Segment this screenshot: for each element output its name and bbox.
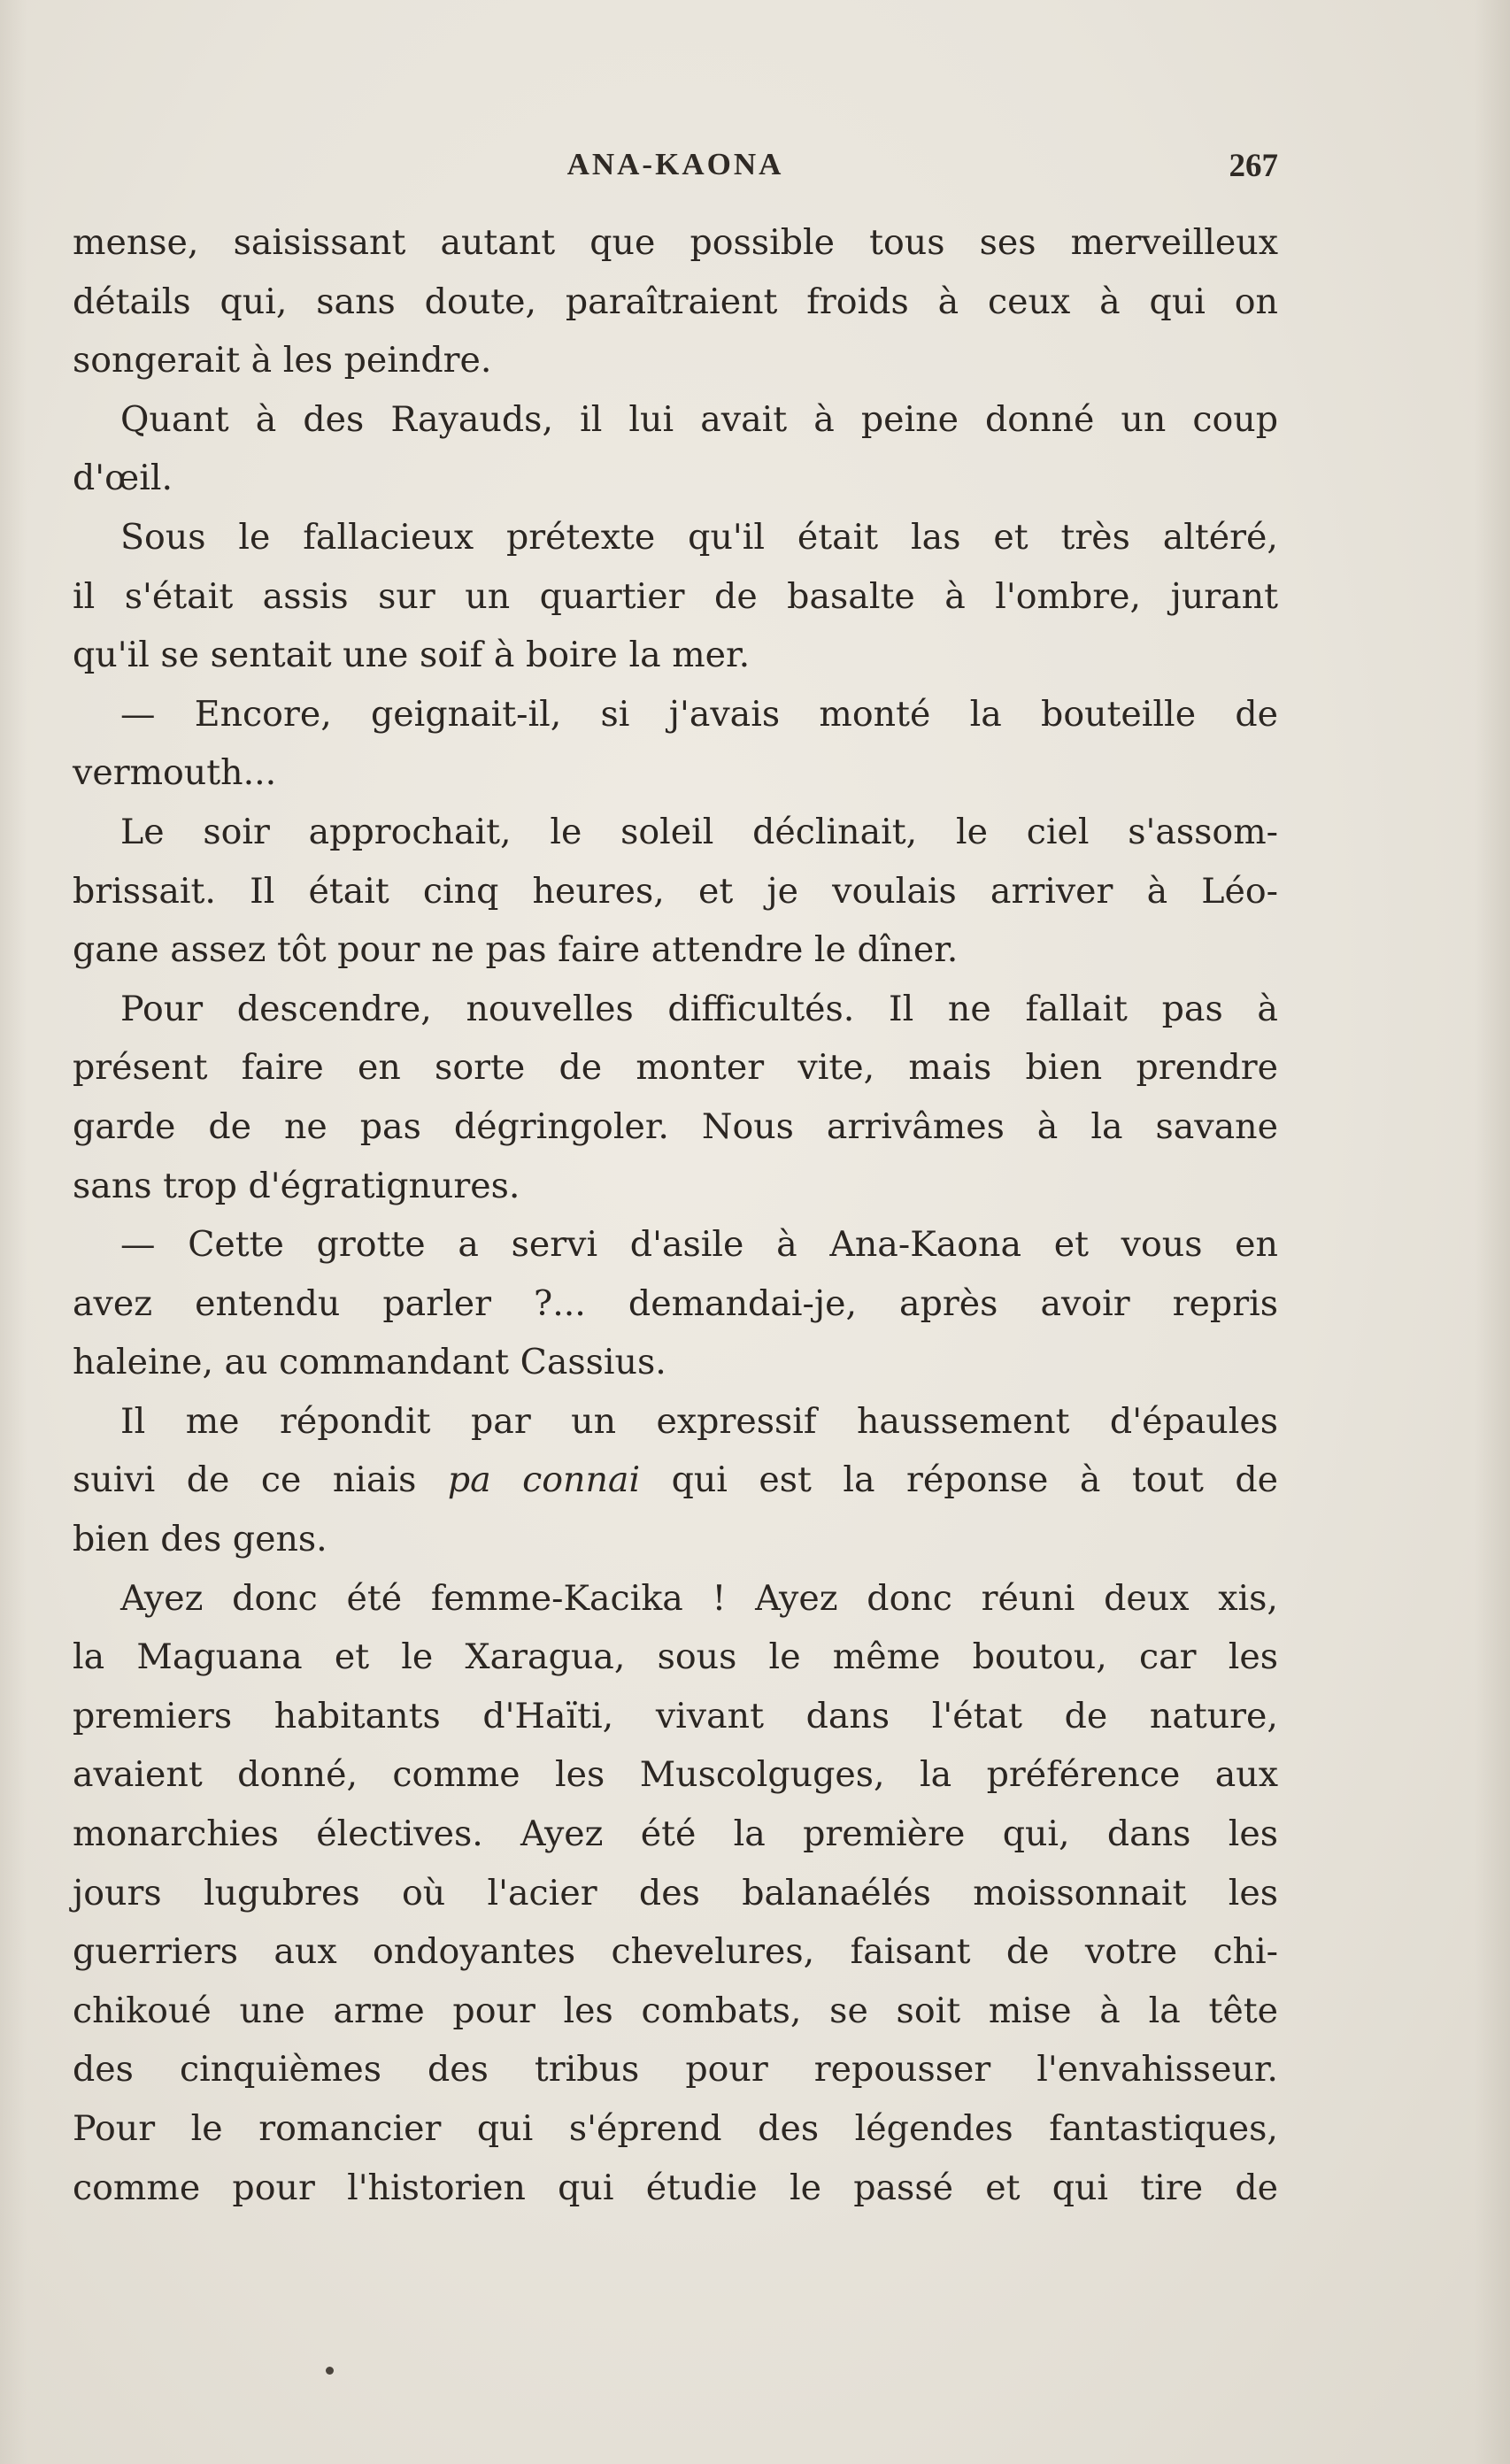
text-line: jours lugubres où l'acier des balanaélés moissonnait les (73, 1872, 1278, 1913)
text-line: brissait. Il était cinq heures, et je voulais arriver à Léo- (73, 870, 1278, 912)
text-line: avaient donné, comme les Muscolguges, la préférence aux (73, 1754, 1278, 1796)
text-line: Pour descendre, nouvelles difficultés. Il ne fallait pas à (120, 988, 1278, 1029)
body-text (73, 213, 1278, 2217)
text-line: chikoué une arme pour les combats, se soit mise à la tête (73, 1990, 1278, 2031)
text-line: gane assez tôt pour ne pas faire attendre le dîner. (73, 929, 959, 971)
text-line: comme pour l'historien qui étudie le passé et qui tire de (73, 2167, 1278, 2208)
text-line: avez entendu parler ?... demandai-je, après avoir repris (73, 1282, 1278, 1324)
text-line: Sous le fallacieux prétexte qu'il était las et très altéré, (120, 516, 1278, 558)
text-line: monarchies électives. Ayez été la première qui, dans les (73, 1813, 1278, 1855)
text-line: Quant à des Rayauds, il lui avait à peine donné un coup (120, 398, 1278, 440)
text-line: songerait à les peindre. (73, 340, 492, 381)
text-line: guerriers aux ondoyantes chevelures, faisant de votre chi- (73, 1931, 1278, 1973)
text-line: il s'était assis sur un quartier de basalte à l'ombre, jurant (73, 575, 1278, 617)
text-segment: qui est la réponse à tout de (671, 1459, 1278, 1501)
text-line: — Encore, geignait-il, si j'avais monté la bouteille de (120, 693, 1278, 735)
text-line: haleine, au commandant Cassius. (73, 1342, 666, 1383)
italic-phrase: pa connai (447, 1459, 641, 1501)
text-line-with-italic (73, 1451, 1278, 1510)
text-line: détails qui, sans doute, paraîtraient froids à ceux à qui on (73, 281, 1278, 322)
text-line: Il me répondit par un expressif haussement d'épaules (120, 1400, 1278, 1442)
text-line: — Cette grotte a servi d'asile à Ana-Kaona et vous en (120, 1224, 1278, 1266)
text-line: d'œil. (73, 458, 173, 499)
text-line: Le soir approchait, le soleil déclinait, le ciel s'assom- (120, 811, 1278, 852)
page-shadow-right (1475, 0, 1510, 2464)
text-line: Ayez donc été femme-Kacika ! Ayez donc réuni deux xis, (120, 1577, 1278, 1619)
text-line: vermouth... (73, 752, 277, 794)
text-line: sans trop d'égratignures. (73, 1165, 520, 1206)
text-line: mense, saisissant autant que possible tous ses merveilleux (73, 222, 1278, 263)
text-segment: suivi de ce niais (73, 1459, 417, 1501)
text-line: bien des gens. (73, 1519, 327, 1560)
running-title: ANA-KAONA (566, 147, 784, 181)
printer-mark (326, 2367, 334, 2375)
text-line: la Maguana et le Xaragua, sous le même boutou, car les (73, 1636, 1278, 1678)
text-line: des cinquièmes des tribus pour repousser l'envahisseur. (73, 2049, 1278, 2091)
page-shadow-left (0, 0, 27, 2464)
text-line: garde de ne pas dégringoler. Nous arrivâmes à la savane (73, 1105, 1278, 1147)
text-line: premiers habitants d'Haïti, vivant dans l'état de nature, (73, 1695, 1278, 1736)
running-header (73, 147, 1278, 193)
text-line: Pour le romancier qui s'éprend des légendes fantastiques, (73, 2108, 1278, 2149)
text-line: qu'il se sentait une soif à boire la mer. (73, 635, 751, 676)
text-line: présent faire en sorte de monter vite, mais bien prendre (73, 1047, 1278, 1089)
page-number: 267 (1229, 148, 1278, 184)
